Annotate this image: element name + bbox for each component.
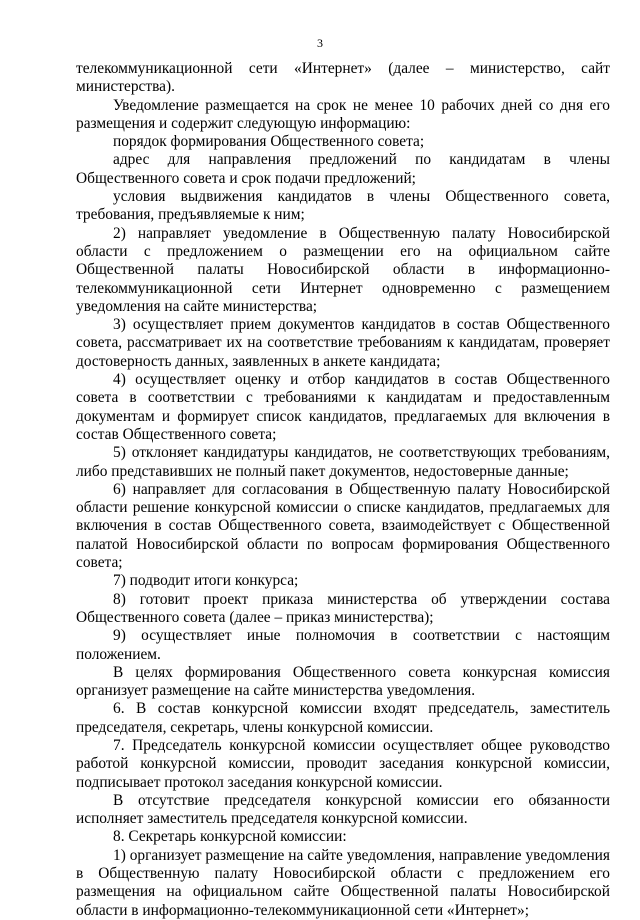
page-number: 3 xyxy=(317,36,323,50)
paragraph: 7) подводит итоги конкурса; xyxy=(113,572,299,590)
paragraph: 2) направляет уведомление в Общественную палату Новосибирской области с предложением о размещении его на официальном сайте Общественной палаты Новосибирской области в информационно-телекоммуникационной сети Интернет одновременно с размещением уведомления на сайте министерства; xyxy=(76,224,610,315)
paragraph: порядок формирования Общественного совета; xyxy=(113,133,425,151)
paragraph: Уведомление размещается на срок не менее 10 рабочих дней со дня его размещения и содержит следующую информацию: xyxy=(76,96,610,132)
paragraph: В отсутствие председателя конкурсной комиссии его обязанности исполняет заместитель председателя конкурсной комиссии. xyxy=(76,791,610,828)
paragraph: 4) осуществляет оценку и отбор кандидатов в состав Общественного совета в соответствии с требованиями к кандидатам и предоставленным документам и формирует список кандидатов, предлагаемых для включения в состав Общественного совета; xyxy=(76,371,610,443)
paragraph: В целях формирования Общественного совета конкурсная комиссия организует размещение на сайте министерства уведомления. xyxy=(76,663,610,700)
paragraph: адрес для направления предложений по кандидатам в члены Общественного совета и срок подачи предложений; xyxy=(76,151,610,187)
paragraph: 1) организует размещение на сайте уведомления, направление уведомления в Общественную палату Новосибирской области с предложением его размещения на официальном сайте Общественной палаты Новосибирской области в информационно-телекоммуникационной сети «Интернет»; xyxy=(76,846,610,919)
paragraph: телекоммуникационной сети «Интернет» (далее – министерство, сайт министерства). xyxy=(76,60,610,96)
paragraph: условия выдвижения кандидатов в члены Общественного совета, требования, предъявляемые к ним; xyxy=(76,188,610,224)
document-body xyxy=(76,60,610,920)
paragraph: 7. Председатель конкурсной комиссии осуществляет общее руководство работой конкурсной комиссии, проводит заседания конкурсной комиссии, подписывает протокол заседания конкурсной комиссии. xyxy=(76,736,610,791)
paragraph: 8) готовит проект приказа министерства об утверждении состава Общественного совета (далее – приказ министерства); xyxy=(76,590,610,626)
paragraph: 8. Секретарь конкурсной комиссии: xyxy=(113,828,347,846)
paragraph: 9) осуществляет иные полномочия в соответствии с настоящим положением. xyxy=(76,627,610,663)
paragraph: 6. В состав конкурсной комиссии входят председатель, заместитель председателя, секретарь, члены конкурсной комиссии. xyxy=(76,700,610,736)
paragraph: 6) направляет для согласования в Общественную палату Новосибирской области решение конкурсной комиссии о списке кандидатов, предлагаемых для включения в состав Общественного совета, взаимодействует с Общественной палатой Новосибирской области по вопросам формирования Общественного совета; xyxy=(76,480,610,572)
paragraph: 3) осуществляет прием документов кандидатов в состав Общественного совета, рассматривает их на соответствие требованиям к кандидатам, проверяет достоверность данных, заявленных в анкете кандидата; xyxy=(76,316,610,370)
paragraph: 5) отклоняет кандидатуры кандидатов, не соответствующих требованиям, либо представивших не полный пакет документов, недостоверные данные; xyxy=(76,444,610,480)
